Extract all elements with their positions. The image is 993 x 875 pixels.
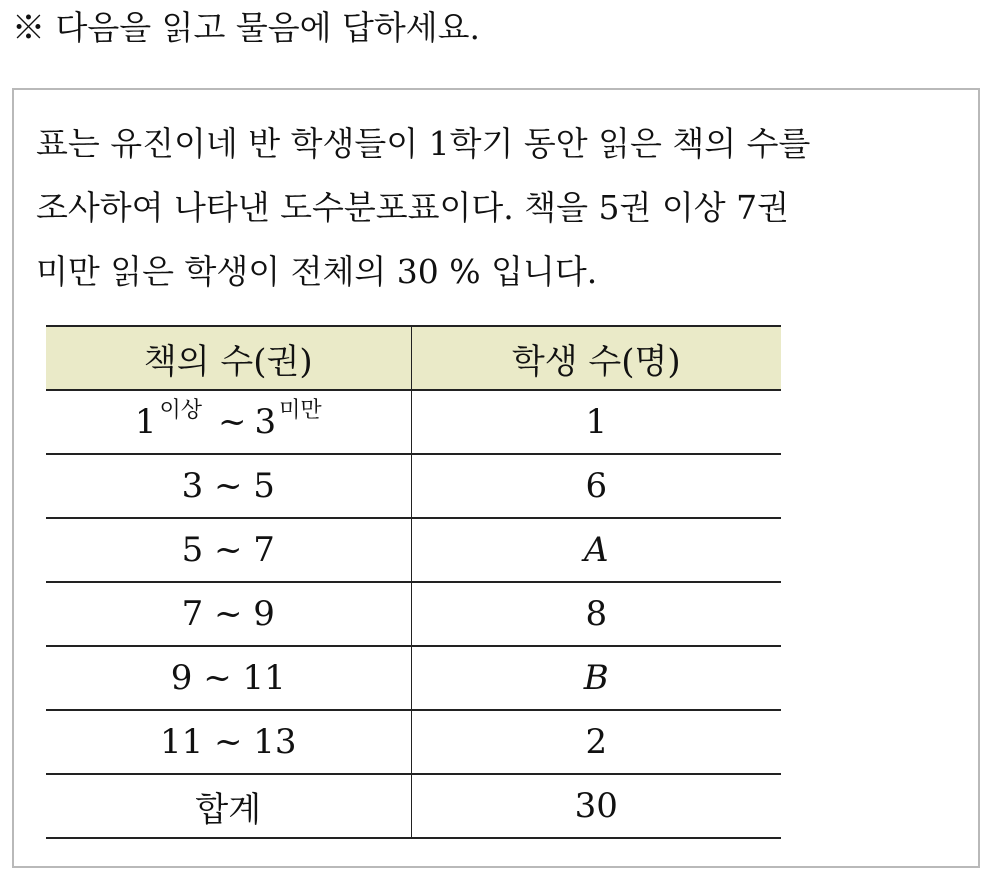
instruction-text: ※ 다음을 읽고 물음에 답하세요. bbox=[12, 8, 480, 47]
header-student-count: 학생 수(명) bbox=[411, 326, 781, 390]
range-high-note: 미만 bbox=[279, 398, 322, 423]
frequency-table bbox=[46, 325, 781, 839]
count-cell-variable-b: B bbox=[411, 646, 781, 710]
range-cell: 7 ~ 9 bbox=[46, 582, 411, 646]
problem-line: 표는 유진이네 반 학생들이 1학기 동안 읽은 책의 수를 bbox=[36, 124, 811, 163]
problem-line: 조사하여 나타낸 도수분포표이다. 책을 5권 이상 7권 bbox=[36, 188, 789, 227]
header-book-count: 책의 수(권) bbox=[46, 326, 411, 390]
problem-statement bbox=[36, 112, 966, 304]
table-row bbox=[46, 518, 781, 582]
range-cell: 3 ~ 5 bbox=[46, 454, 411, 518]
table-row bbox=[46, 390, 781, 454]
problem-line: 미만 읽은 학생이 전체의 30 % 입니다. bbox=[36, 252, 598, 291]
table-row bbox=[46, 582, 781, 646]
table-header-row bbox=[46, 326, 781, 390]
table-row bbox=[46, 454, 781, 518]
range-cell: 5 ~ 7 bbox=[46, 518, 411, 582]
table-total-row bbox=[46, 774, 781, 838]
range-cell bbox=[46, 390, 411, 454]
count-cell-variable-a: A bbox=[411, 518, 781, 582]
total-label: 합계 bbox=[46, 774, 411, 838]
range-cell: 11 ~ 13 bbox=[46, 710, 411, 774]
range-cell: 9 ~ 11 bbox=[46, 646, 411, 710]
count-cell: 8 bbox=[411, 582, 781, 646]
problem-box bbox=[12, 88, 980, 868]
range-tilde: ~ bbox=[218, 402, 247, 442]
table-row bbox=[46, 710, 781, 774]
count-cell: 6 bbox=[411, 454, 781, 518]
range-low: 1 bbox=[134, 402, 157, 442]
total-count: 30 bbox=[411, 774, 781, 838]
count-cell: 1 bbox=[411, 390, 781, 454]
table-row bbox=[46, 646, 781, 710]
range-low-note: 이상 bbox=[159, 398, 202, 423]
range-high: 3 bbox=[254, 402, 277, 442]
count-cell: 2 bbox=[411, 710, 781, 774]
